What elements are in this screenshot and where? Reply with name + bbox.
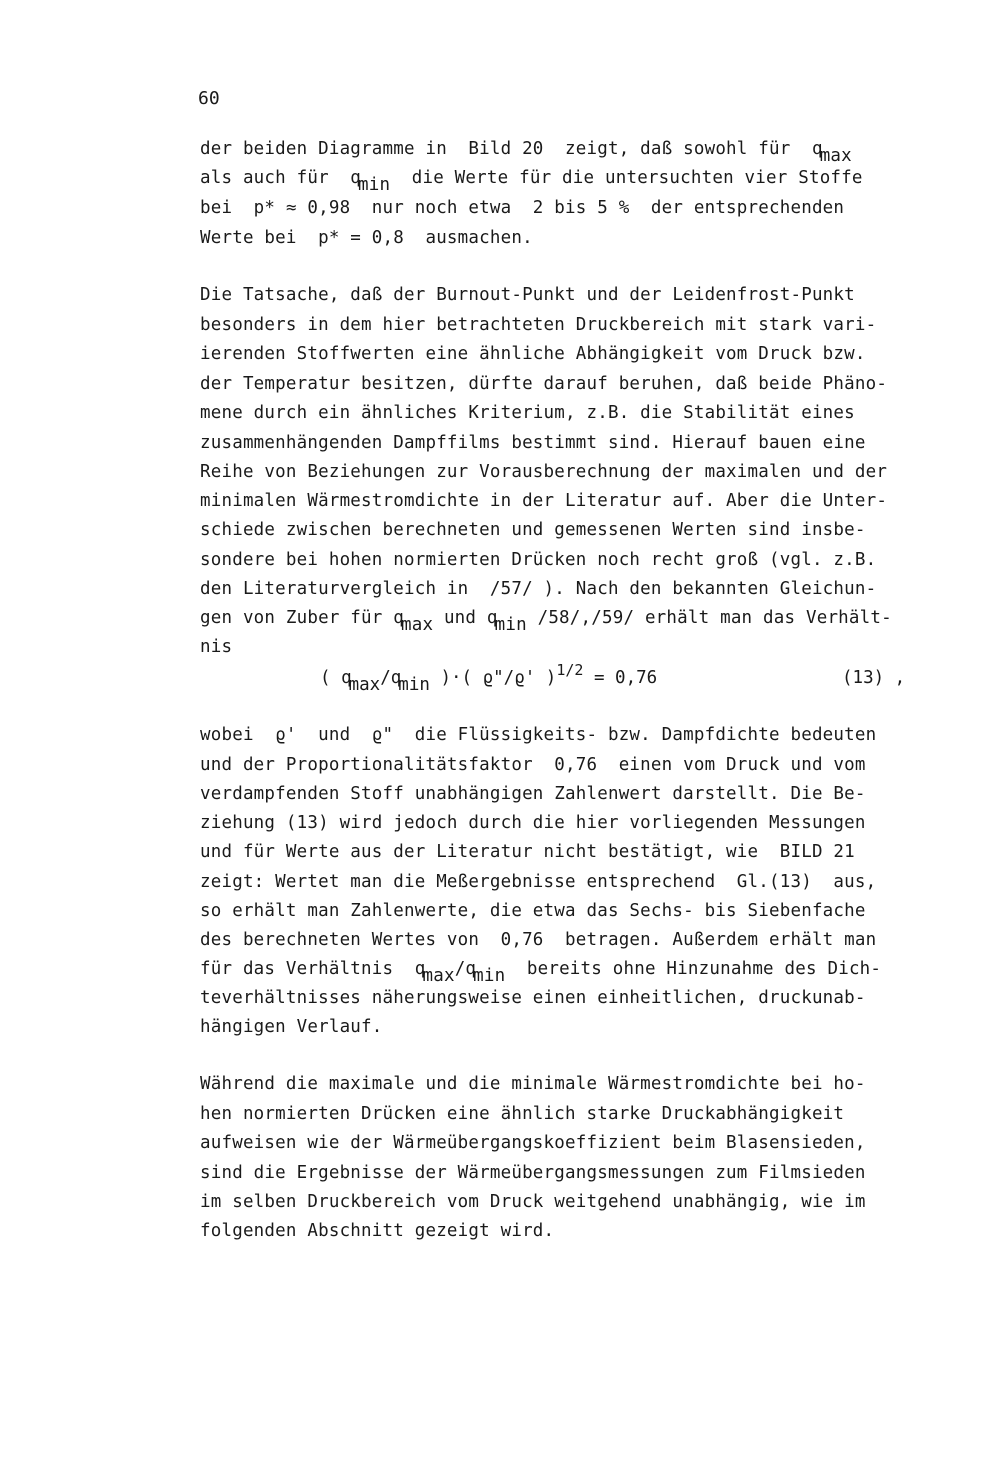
paragraph-3-line-11: hängigen Verlauf. xyxy=(200,1017,383,1037)
paragraph-3-line-4: ziehung (13) wird jedoch durch die hier vorliegenden Messungen xyxy=(200,813,866,833)
paragraph-2-line-8: minimalen Wärmestromdichte in der Literatur auf. Aber die Unter- xyxy=(200,491,888,511)
paragraph-4-line-4: sind die Ergebnisse der Wärmeübergangsmessungen zum Filmsieden xyxy=(200,1163,866,1183)
paragraph-2-line-9: schiede zwischen berechneten und gemessenen Werten sind insbe- xyxy=(200,520,866,540)
paragraph-3-line-6: zeigt: Wertet man die Meßergebnisse entsprechend Gl.(13) aus, xyxy=(200,872,877,892)
paragraph-3-line-7: so erhält man Zahlenwerte, die etwa das Sechs- bis Siebenfache xyxy=(200,901,866,921)
text-segment: bereits ohne Hinzunahme des Dich- xyxy=(505,959,882,979)
paragraph-2-line-12 xyxy=(200,607,892,635)
paragraph-3-line-10: teverhältnisses näherungsweise einen einheitlichen, druckunab- xyxy=(200,988,866,1008)
formula-part: /q xyxy=(380,668,402,688)
paragraph-2-line-6: zusammenhängenden Dampffilms bestimmt sind. Hierauf bauen eine xyxy=(200,433,866,453)
text-segment: und q xyxy=(433,608,498,628)
exponent: 1/2 xyxy=(556,661,584,679)
subscript-max: max xyxy=(819,146,852,166)
formula-part: = 0,76 xyxy=(583,668,658,688)
subscript-min: min xyxy=(398,675,430,695)
subscript-max: max xyxy=(422,966,455,986)
paragraph-1-line-2 xyxy=(200,167,863,195)
paragraph-2-line-1: Die Tatsache, daß der Burnout-Punkt und der Leidenfrost-Punkt xyxy=(200,285,855,305)
subscript-min: min xyxy=(358,175,391,195)
paragraph-1-line-4: Werte bei p* = 0,8 ausmachen. xyxy=(200,228,533,248)
paragraph-4-line-1: Während die maximale und die minimale Wärmestromdichte bei ho- xyxy=(200,1074,866,1094)
equation-13 xyxy=(320,661,658,695)
paragraph-1-line-3: bei p* ≈ 0,98 nur noch etwa 2 bis 5 % der entsprechenden xyxy=(200,198,845,218)
paragraph-2-line-2: besonders in dem hier betrachteten Druckbereich mit stark vari- xyxy=(200,315,877,335)
subscript-max: max xyxy=(348,675,381,695)
paragraph-4-line-6: folgenden Abschnitt gezeigt wird. xyxy=(200,1221,555,1241)
paragraph-2-line-11: den Literaturvergleich in /57/ ). Nach den bekannten Gleichun- xyxy=(200,579,877,599)
equation-number: (13) , xyxy=(842,668,906,688)
subscript-min: min xyxy=(494,615,527,635)
subscript-max: max xyxy=(400,615,434,635)
formula-part: )·( ϱ"/ϱ' ) xyxy=(429,668,557,688)
subscript-min: min xyxy=(473,966,506,986)
text-segment: die Werte für die untersuchten vier Stoffe xyxy=(390,168,863,188)
paragraph-2-line-7: Reihe von Beziehungen zur Vorausberechnung der maximalen und der xyxy=(200,462,888,482)
paragraph-3-line-3: verdampfenden Stoff unabhängigen Zahlenwert darstellt. Die Be- xyxy=(200,784,866,804)
paragraph-3-line-5: und für Werte aus der Literatur nicht bestätigt, wie BILD 21 xyxy=(200,842,855,862)
paragraph-2-line-5: mene durch ein ähnliches Kriterium, z.B. die Stabilität eines xyxy=(200,403,855,423)
formula-part: ( q xyxy=(320,668,352,688)
text-segment: /q xyxy=(454,959,477,979)
paragraph-1-line-1 xyxy=(200,138,852,166)
text-segment: der beiden Diagramme in Bild 20 zeigt, daß sowohl für q xyxy=(200,139,823,159)
paragraph-4-line-3: aufweisen wie der Wärmeübergangskoeffizient beim Blasensieden, xyxy=(200,1133,866,1153)
page-number: 60 xyxy=(198,88,220,109)
text-segment: für das Verhältnis q xyxy=(200,959,426,979)
paragraph-2-line-4: der Temperatur besitzen, dürfte darauf beruhen, daß beide Phäno- xyxy=(200,374,888,394)
paragraph-3-line-1: wobei ϱ' und ϱ" die Flüssigkeits- bzw. Dampfdichte bedeuten xyxy=(200,725,877,745)
paragraph-2-line-13: nis xyxy=(200,637,233,657)
paragraph-2-line-3: ierenden Stoffwerten eine ähnliche Abhängigkeit vom Druck bzw. xyxy=(200,344,866,364)
text-segment: /58/,/59/ erhält man das Verhält- xyxy=(526,608,892,628)
paragraph-3-line-2: und der Proportionalitätsfaktor 0,76 einen vom Druck und vom xyxy=(200,755,866,775)
paragraph-3-line-9 xyxy=(200,958,882,986)
paragraph-4-line-2: hen normierten Drücken eine ähnlich starke Druckabhängigkeit xyxy=(200,1104,845,1124)
paragraph-2-line-10: sondere bei hohen normierten Drücken noch recht groß (vgl. z.B. xyxy=(200,550,877,570)
paragraph-3-line-8: des berechneten Wertes von 0,76 betragen. Außerdem erhält man xyxy=(200,930,877,950)
paragraph-4-line-5: im selben Druckbereich vom Druck weitgehend unabhängig, wie im xyxy=(200,1192,866,1212)
text-segment: als auch für q xyxy=(200,168,362,188)
text-segment: gen von Zuber für q xyxy=(200,608,404,628)
